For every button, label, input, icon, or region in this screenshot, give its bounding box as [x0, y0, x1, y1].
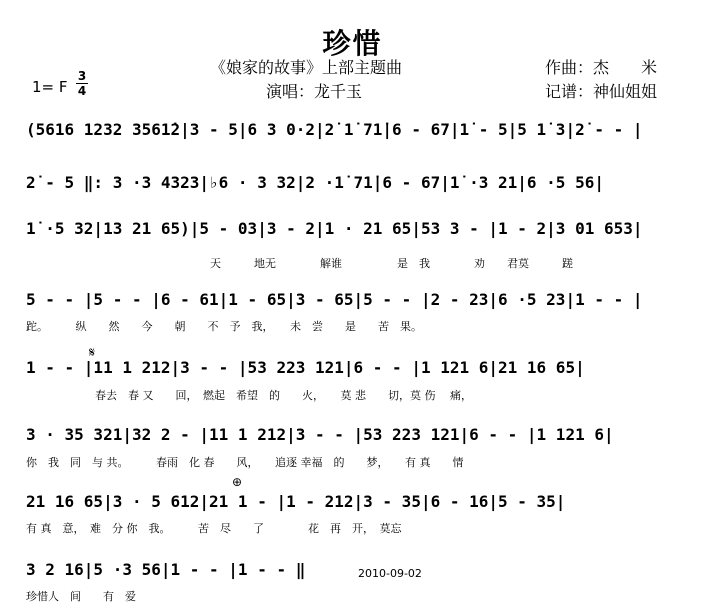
staff-line-2: 2̇ - 5 ‖: 3 ·3 4323|♭6 · 3 32|2 ·1̇ 71̇|6 - 67|1̇ ·3 21|6 ·5 56| — [26, 173, 604, 192]
lyric-line-1: 天 地无 解谁 是 我 劝 君莫 蹉 — [210, 257, 573, 270]
staff-line-6: 3 · 35 321|32 2 - |11 1 212|3 - - |53 223 121|6 - - |1 121 6| — [26, 425, 614, 444]
coda-icon: ⊕ — [232, 475, 243, 489]
staff-line-3: 1̇ ·5 32|13 21 65)|5 - 03|3 - 2|1 · 21 65|53 3 - |1 - 2|3 01 653| — [26, 219, 643, 238]
staff-line-1: (5616 1232 3561̇2|3 - 5|6 3 0·2|2̇ 1̇ 71̇|6 - 67|1̇ - 5|5 1̇ 3|2̇ - - | — [26, 120, 643, 139]
time-signature — [76, 70, 88, 97]
lyric-line-2: 跎。 纵 然 今 朝 不 予 我， 未 尝 是 苦 果。 — [26, 320, 422, 333]
song-title: 珍惜 — [322, 27, 383, 60]
time-signature-top: 3 — [77, 69, 87, 83]
lyric-line-4: 你 我 同 与 共。 春雨 化 春 风， 追逐 幸福 的 梦， 有 真 情 — [26, 456, 464, 469]
lyric-line-6: 珍惜人 间 有 爱 — [26, 590, 136, 603]
key-signature: 1= F — [32, 78, 68, 96]
staff-line-8: 3 2 16|5 ·3 56|1 - - |1 - - ‖ — [26, 560, 306, 579]
lyric-line-3: 春去 春 又 回， 燃起 希望 的 火， 莫 悲 切，莫 伤 痛， — [95, 389, 472, 402]
staff-line-4: 5 - - |5 - - |6 - 61|1 - 65|3 - 65|5 - - |2 - 23|6 ·5 23|1 - - | — [26, 290, 643, 309]
song-subtitle: 《娘家的故事》上部主题曲 — [210, 58, 403, 77]
transcriber-credit: 记谱：神仙姐姐 — [545, 82, 658, 101]
segno-icon: 𝄋 — [89, 345, 96, 361]
singer-credit: 演唱：龙千玉 — [266, 82, 363, 101]
composer-credit: 作曲：杰 米 — [545, 58, 658, 77]
time-signature-bottom: 4 — [77, 84, 87, 98]
staff-line-7: 21 16 65|3 · 5 612|21 1 - |1 - 212|3 - 35|6 - 16|5 - 35| — [26, 492, 566, 511]
staff-line-5: 1 - - |11 1 212|3 - - |53 223 121|6 - - |1 121 6|21 16 65| — [26, 358, 585, 377]
date-stamp: 2010-09-02 — [358, 567, 422, 580]
lyric-line-5: 有 真 意， 难 分 你 我。 苦 尽 了 花 再 开， 莫忘 — [26, 522, 402, 535]
